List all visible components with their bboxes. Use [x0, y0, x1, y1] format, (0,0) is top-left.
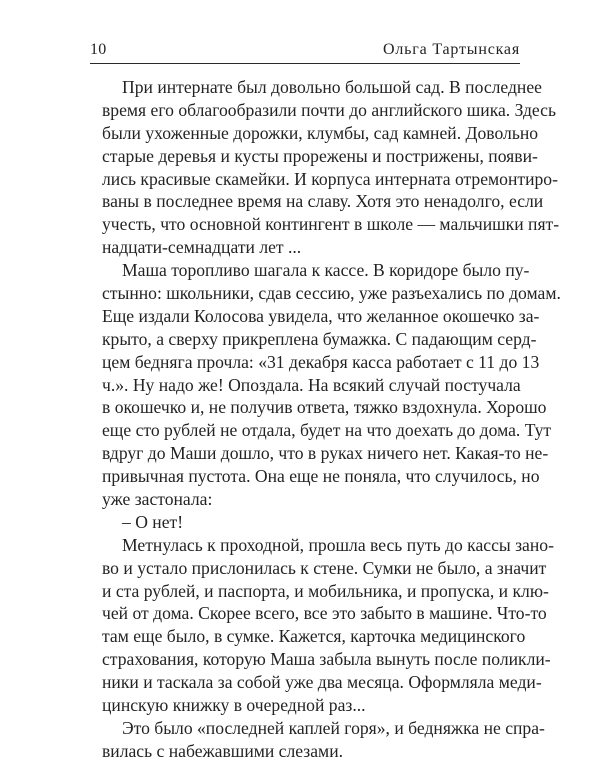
text-line: – О нет! — [122, 511, 184, 532]
text-line: ники и таскала за собой уже два месяца. Оформляла меди- — [102, 672, 542, 693]
text-line: в окошечко и, не получив ответа, тяжко вздохнула. Хорошо — [102, 397, 547, 418]
text-line: Это было «последней каплей горя», и бедняжка не спра- — [122, 717, 545, 738]
text-line: были ухоженные дорожки, клумбы, сад камней. Довольно — [102, 122, 539, 143]
running-title: Ольга Тартынская — [383, 41, 520, 58]
page-header — [90, 38, 520, 66]
text-line: учесть, что основной контингент в школе — мальчишки пят- — [102, 214, 560, 235]
text-line: крыто, а сверху прикреплена бумажка. С падающим серд- — [102, 328, 537, 349]
text-line: во и устало прислонилась к стене. Сумки не было, а значит — [102, 557, 547, 578]
body-text — [102, 76, 561, 763]
text-line: ваны в последнее время на славу. Хотя это ненадолго, если — [102, 191, 544, 212]
text-line: При интернате был довольно большой сад. В последнее — [122, 77, 542, 97]
text-line: Маша торопливо шагала к кассе. В коридоре было пу- — [122, 260, 530, 281]
text-line: Еще издали Колосова увидела, что желанное окошечко за- — [102, 305, 540, 326]
text-line: еще сто рублей не отдала, будет на что доехать до дома. Тут — [102, 420, 552, 441]
text-line: лись красивые скамейки. И корпуса интерната отремонтиро- — [102, 168, 558, 189]
page-number: 10 — [90, 41, 107, 58]
text-line: там еще было, в сумке. Кажется, карточка медицинского — [102, 626, 526, 647]
text-line: и ста рублей, и паспорта, и мобильника, и пропуска, и клю- — [102, 580, 549, 601]
text-line: стынно: школьники, сдав сессию, уже разъехались по домам. — [102, 283, 561, 304]
text-line: уже застонала: — [102, 489, 213, 510]
text-line: вилась с набежавшими слезами. — [102, 740, 344, 761]
text-line: вдруг до Маши дошло, что в руках ничего нет. Какая-то не- — [102, 443, 549, 464]
text-line: старые деревья и кусты прорежены и пострижены, появи- — [102, 145, 538, 166]
text-line: страхования, которую Маша забыла вынуть после поликли- — [102, 649, 551, 670]
text-line: чей от дома. Скорее всего, все это забыто в машине. Что-то — [102, 603, 547, 624]
text-line: время его облагообразили почти до английского шика. Здесь — [102, 99, 557, 120]
header-rule — [90, 63, 520, 64]
text-line: цем бедняга прочла: «31 декабря касса работает с 11 до 13 — [102, 351, 540, 372]
text-line: привычная пустота. Она еще не поняла, что случилось, но — [102, 466, 540, 487]
text-line: надцати-семнадцати лет ... — [102, 237, 302, 258]
text-line: ч.». Ну надо же! Опоздала. На всякий случай постучала — [102, 374, 521, 395]
text-line: Метнулась к проходной, прошла весь путь до кассы зано- — [122, 534, 554, 555]
text-line: цинскую книжку в очередной раз... — [102, 695, 366, 716]
